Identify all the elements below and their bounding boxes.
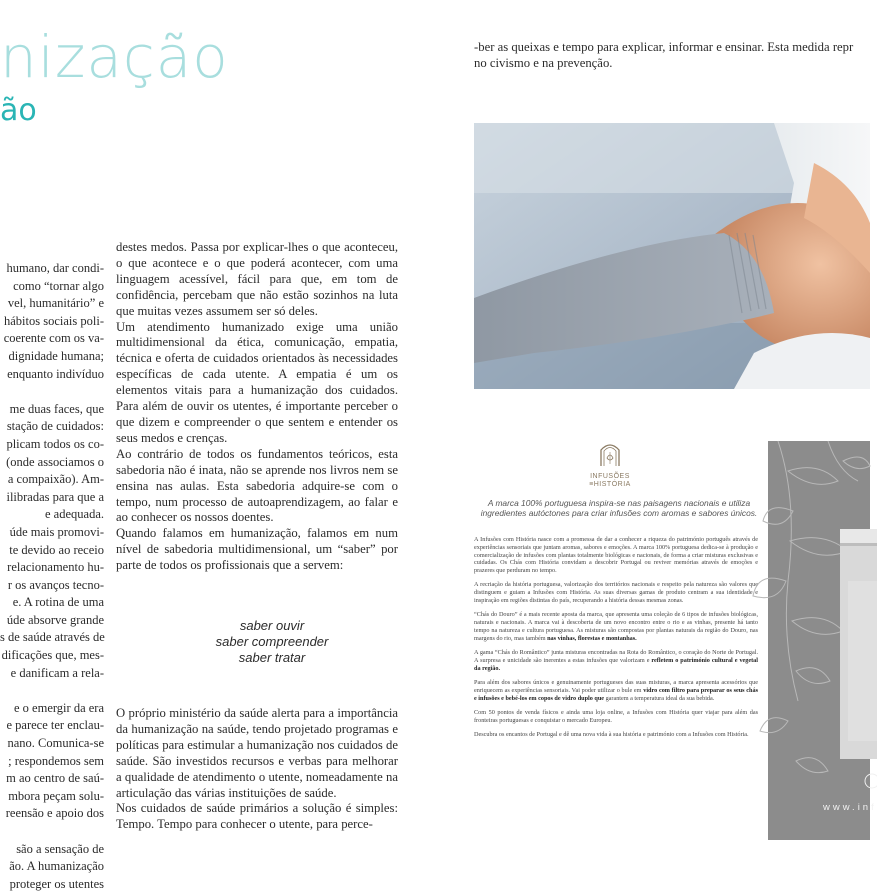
text-line: (onde associamos o bbox=[6, 454, 104, 469]
text-line: r os avanços tecno- bbox=[7, 577, 104, 592]
text-line: ão. A humanização bbox=[9, 859, 104, 874]
website-link[interactable]: www.inf bbox=[823, 802, 877, 813]
infusoes-logo-icon bbox=[599, 440, 621, 466]
ad-paragraph: A recriação da história portuguesa, valorização dos territórios nacionais e respeito pela natureza são valores que distinguem e guiam a Infusões com História. As suas diversas gamas de produto centram a sua identidade e inspiração em regiões distintas do país, recuperando a história dessas mesmas zonas. bbox=[474, 581, 758, 605]
logo-text bbox=[582, 473, 638, 489]
tea-package-icon bbox=[840, 529, 877, 759]
text-line: me duas faces, que bbox=[9, 401, 104, 416]
text-line: e. A rotina de uma bbox=[12, 595, 104, 610]
paragraph: Um atendimento humanizado exige uma união multidimensional da ética, comunicação, empatia, técnica e oferta de cuidados orientados às necessidades específicas de cada utente. A empatia é um os elementos vitais para a humanização dos cuidados. Para além de ouvir os utentes, é importante perceber o que dizem e compreender o que sentem e entender os seus medos e crenças. bbox=[116, 319, 398, 445]
text-line: m ao centro de saú- bbox=[6, 771, 104, 786]
logo-line: INFUSÕES bbox=[590, 473, 630, 480]
ad-paragraph bbox=[474, 649, 758, 672]
text-line: vel, humanitário” e bbox=[7, 296, 104, 311]
text-line: reensão e apoio dos bbox=[5, 806, 104, 821]
bold-text: refletem o património cultural e vegetal da região. bbox=[474, 656, 758, 672]
text-line: -ber as queixas e tempo para explicar, informar e ensinar. Esta medida repr bbox=[474, 40, 854, 54]
right-text-column bbox=[474, 39, 874, 71]
advertisement bbox=[474, 440, 764, 840]
text-line: enquanto indivíduo bbox=[7, 366, 104, 381]
text-line: mbora peçam solu- bbox=[8, 788, 104, 803]
text-line: dificações que, mes- bbox=[1, 648, 104, 663]
text-line bbox=[0, 383, 104, 401]
text-line: no civismo e na prevenção. bbox=[474, 56, 613, 70]
article-photo bbox=[474, 123, 870, 389]
text-line: e adequada. bbox=[45, 507, 104, 522]
text-line: nano. Comunica-se bbox=[7, 736, 104, 751]
text-line: ilibradas para que a bbox=[6, 489, 104, 504]
text-line: úde mais promovi- bbox=[9, 524, 104, 539]
product-panel bbox=[768, 441, 870, 840]
text-line: proteger os utentes bbox=[9, 876, 104, 891]
ad-body bbox=[474, 536, 758, 745]
paragraph: O próprio ministério da saúde alerta para a importância da humanização na saúde, tendo projetado programas e políticas para estimular a humanização nos cuidados de saúde. São investidos recursos e verbas para melhorar a qualidade de atendimento o utente, nomeadamente na articulação das várias instituições de saúde. bbox=[116, 706, 398, 800]
text: A gama “Chás do Romântico” junta misturas encontradas na Rota do Romântico, o coração do Norte de Portugal. A surpresa e unicidade são inerentes a estas infusões que valorizam e bbox=[474, 649, 758, 664]
text-line: te devido ao receio bbox=[9, 542, 104, 557]
article-subtitle: ão bbox=[0, 93, 37, 128]
text: “Chás do Douro” é a mais recente aposta da marca, que apresenta uma coleção de 6 tipos de infusões biológicas, naturais e nacionais. A marca vai à descoberta de um novo encontro entre o rio e as vinhas, presente há tanto tempo na natureza e cultura portuguesa. As misturas são compostas por plantas naturais da região do Douro, nas margens do rio, mas também bbox=[474, 611, 758, 642]
bold-text: vidro com filtro para preparar os seus chás e infusões e bebé-los em copos de vidro duplo que bbox=[474, 686, 759, 702]
text-line: humano, dar condi- bbox=[6, 261, 104, 275]
ad-paragraph bbox=[474, 679, 758, 702]
quote-line: saber ouvir bbox=[239, 618, 305, 634]
text-line: a compaixão). Am- bbox=[7, 472, 104, 487]
text-line: úde absorve grande bbox=[6, 612, 104, 627]
ad-paragraph: Descubra os encantos de Portugal e dê uma nova vida à sua história e património com a Infusões com História. bbox=[474, 730, 749, 738]
paragraph: Ao contrário de todos os fundamentos teóricos, esta sabedoria não é inata, não se aprende nos livros nem se ensina nas aulas. Esta sabedoria adquire-se com o tempo, num processo de autoaprendizagem, ao falar e ao conhecer os nossos doentes. bbox=[116, 446, 398, 525]
brand-logo bbox=[582, 440, 638, 489]
logo-line: ≡HISTÓRIA bbox=[589, 481, 631, 488]
paragraph: Nos cuidados de saúde primários a solução é simples: Tempo. Tempo para conhecer o utente, para perce- bbox=[116, 801, 398, 832]
text-line: como “tornar algo bbox=[13, 278, 104, 293]
ad-paragraph bbox=[474, 611, 758, 642]
text-line: e parece ter enclau- bbox=[6, 718, 104, 733]
pull-quote bbox=[116, 618, 398, 666]
quote-line: saber compreender bbox=[215, 634, 329, 650]
text-line: são a sensação de bbox=[16, 841, 104, 856]
text-line: dignidade humana; bbox=[8, 348, 104, 363]
text: Para além dos sabores únicos e genuinamente portugueses das suas misturas, a marca apresenta acessórios que enriquecem as experiências sensoriais. Vai poder utilizar o bule em bbox=[474, 678, 758, 694]
middle-text-column bbox=[116, 240, 398, 833]
left-text-column bbox=[0, 260, 104, 893]
ad-paragraph: A Infusões com História nasce com a promessa de dar a conhecer a riqueza do património português através de experiências sensoriais que juntam aromas, sabores e emoções. A marca 100% portuguesa dedica-se à produção e comercialização de infusões com plantas totalmente biológicas e nacionais, de forma a criar misturas exclusivas e cuidadas. Os Chás com História convidam a descobrir Portugal ou reviver memórias através de emoções e prazeres que perduram no tempo. bbox=[474, 536, 758, 575]
text-line: hábitos sociais poli- bbox=[4, 313, 104, 328]
text: garantem a temperatura ideal da sua bebida. bbox=[604, 694, 715, 702]
text-line: e o emergir da era bbox=[14, 700, 104, 715]
text-line: plicam todos os co- bbox=[6, 436, 104, 451]
text-line bbox=[0, 682, 104, 700]
text-line: relacionamento hu- bbox=[7, 560, 104, 575]
quote-line: saber tratar bbox=[238, 650, 306, 666]
ad-tagline: A marca 100% portuguesa inspira-se nas paisagens nacionais e utiliza ingredientes autóctones para criar infusões com aromas e sabores únicos. bbox=[480, 498, 758, 518]
text-line: e danificam a rela- bbox=[10, 665, 104, 680]
text-line: coerente com os va- bbox=[3, 331, 104, 346]
paragraph: Quando falamos em humanização, falamos em num nível de sabedoria multidimensional, um “saber” por parte de todos os profissionais que a servem: bbox=[116, 526, 398, 573]
bold-text: nas vinhas, florestas e montanhas. bbox=[547, 634, 637, 642]
article-title: nização bbox=[0, 23, 229, 91]
text-line: stação de cuidados: bbox=[6, 419, 104, 434]
text-line: s de saúde através de bbox=[0, 630, 105, 645]
paragraph: destes medos. Passa por explicar-lhes o que aconteceu, o que acontece e o que poderá acontecer, com uma linguagem acessível, fácil para que, em tom de confidência, percebam que não estão sozinhos na luta que muitas vezes assumem ser só deles. bbox=[116, 240, 398, 318]
ad-paragraph: Com 50 pontos de venda físicos e ainda uma loja online, a Infusões com História quer viajar para além das fronteiras portuguesas e conquistar o mercado Europeu. bbox=[474, 708, 758, 724]
text-line bbox=[0, 823, 104, 841]
text-line: ; respondemos sem bbox=[8, 753, 104, 768]
